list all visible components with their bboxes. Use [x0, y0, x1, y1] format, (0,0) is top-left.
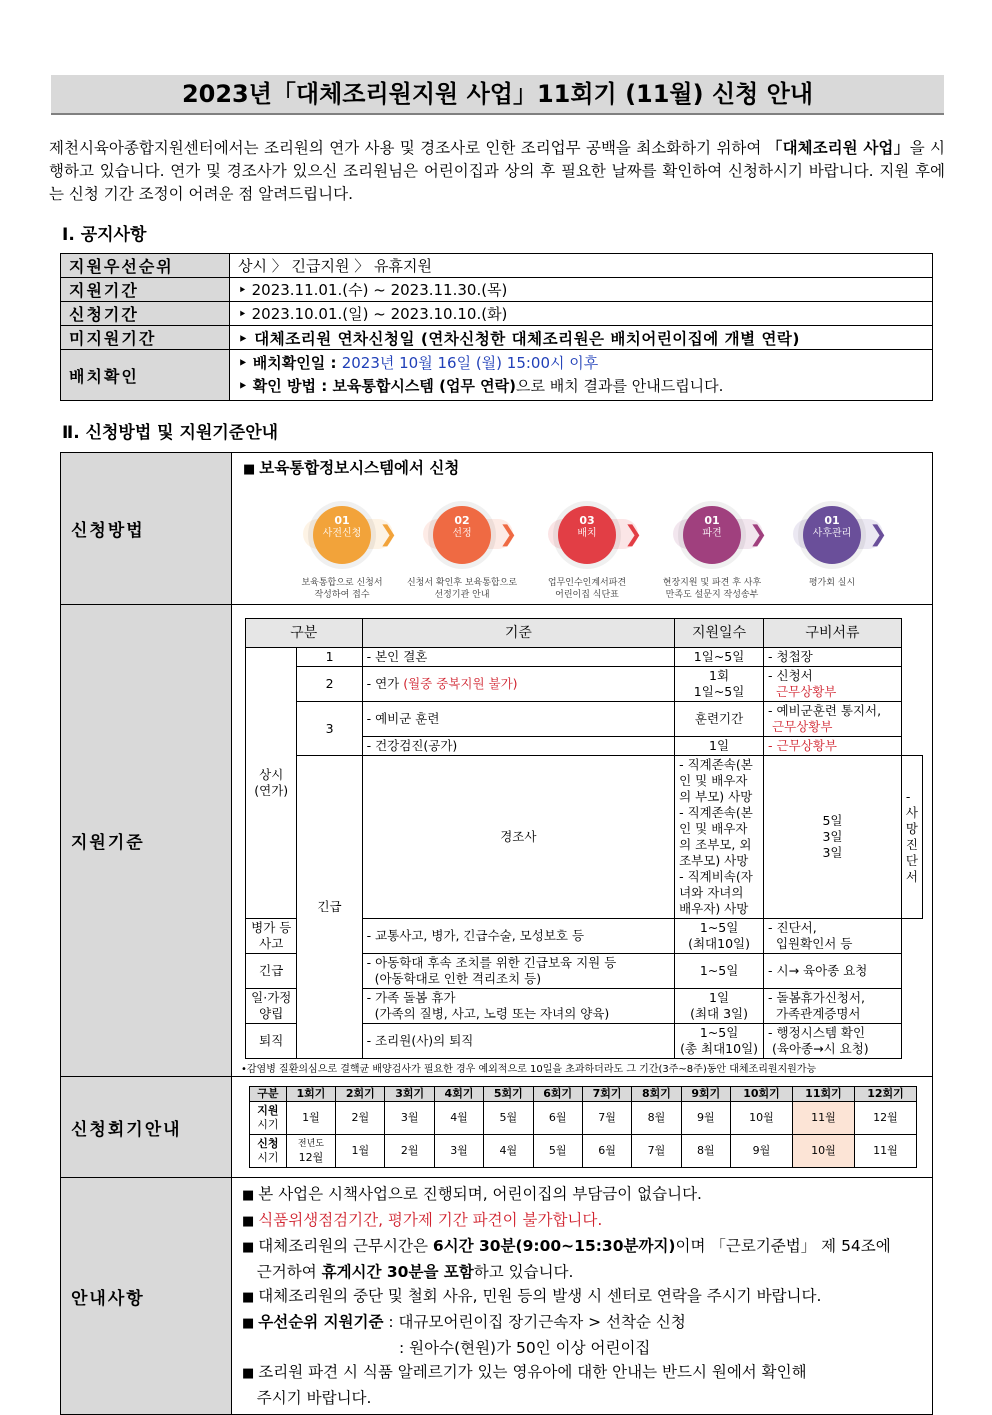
regular-sub-text: (연가)	[254, 783, 289, 798]
cat-line: 양립	[259, 1006, 284, 1021]
criteria-docs	[764, 702, 902, 737]
criteria-desc-warning: (월중 중복지원 불가)	[403, 676, 518, 691]
cat-line: 일·가정	[251, 990, 292, 1005]
step-name: 사전신청	[322, 528, 362, 539]
step-number: 01	[704, 514, 720, 527]
schedule-header-cell: 10회기	[730, 1087, 792, 1102]
support-month-cell: 4월	[434, 1102, 483, 1135]
chevron-right-icon: ❯	[749, 522, 768, 547]
criteria-desc: - 조리원(사)의 퇴직	[362, 1024, 674, 1059]
support-month-cell: 6월	[533, 1102, 582, 1135]
support-month-cell: 9월	[681, 1102, 730, 1135]
row-number: 2	[297, 667, 362, 702]
square-bullet-icon: ■	[242, 1214, 255, 1229]
square-bullet-icon: ■	[242, 1366, 255, 1381]
confirm-method-rest: 으로 배치 결과를 안내드립니다.	[515, 377, 724, 395]
process-step	[433, 506, 491, 564]
criteria-docs: - 청첩장	[764, 648, 902, 667]
caption-line: 신청서 확인후 보육통합으로	[406, 578, 518, 588]
chevron-right-icon: ❯	[379, 522, 398, 547]
desc-line: - 직계존속(본인 및 배우자의 조부모, 외조부모) 사망	[679, 805, 753, 868]
criteria-docs	[764, 989, 902, 1024]
guide-item	[242, 1208, 924, 1234]
docs-line-red: 근무상황부	[772, 719, 833, 734]
guide-text-bold: 6시간 30분(9:00~15:30분까지)	[432, 1237, 676, 1255]
square-bullet-icon: ■	[242, 1290, 255, 1305]
criteria-docs	[764, 1024, 902, 1059]
criteria-desc: - 교통사고, 병가, 긴급수술, 모성보호 등	[362, 919, 674, 954]
unsupported-period-label: 미지원기간	[61, 326, 230, 350]
guide-text-bold: 휴게시간 30분을 포함	[321, 1263, 474, 1281]
table-row	[246, 702, 923, 737]
label-line: 시기	[257, 1151, 279, 1164]
schedule-header-cell: 구분	[250, 1087, 287, 1102]
criteria-docs: - 근무상황부	[764, 737, 902, 756]
apply-month-cell: 6월	[582, 1135, 631, 1168]
row-number: 1	[297, 648, 362, 667]
step-number: 02	[454, 514, 470, 527]
support-month-cell: 1월	[286, 1102, 335, 1135]
days-line: 1~5일	[699, 920, 739, 935]
apply-month-cell: 5월	[533, 1135, 582, 1168]
criteria-days	[675, 919, 764, 954]
schedule-apply-row	[250, 1135, 917, 1168]
desc-line: - 아동학대 후속 조치를 위한 긴급보육 지원 등	[366, 955, 617, 970]
confirm-date-label: ‣ 배치확인일 :	[238, 354, 342, 372]
step-name: 배치	[577, 528, 597, 539]
criteria-days	[764, 756, 902, 919]
square-bullet-icon: ■	[243, 462, 256, 477]
guide-item	[242, 1284, 924, 1310]
criteria-cell	[232, 605, 933, 1077]
chevron-right-icon: ❯	[624, 522, 643, 547]
days-line: 5일	[822, 813, 843, 828]
criteria-days: 1~5일	[675, 954, 764, 989]
apply-month-cell: 9월	[730, 1135, 792, 1168]
schedule-header-cell: 4회기	[434, 1087, 483, 1102]
apply-month-cell: 10월	[792, 1135, 854, 1168]
apply-period-label: 신청기간	[61, 302, 230, 326]
caption-line: 선정기관 안내	[434, 590, 490, 600]
step-name: 사후관리	[812, 528, 852, 539]
header-category: 구분	[246, 619, 363, 648]
docs-line: - 예비군훈련 통지서,	[768, 703, 882, 718]
support-month-cell: 3월	[385, 1102, 434, 1135]
days-line: (최대10일)	[688, 936, 750, 951]
schedule-support-row	[250, 1102, 917, 1135]
intro-text-1: 제천시육아종합지원센터에서는 조리원의 연가 사용 및 경조사로 인한 조리업무 공백을 최소화하기 위하여	[49, 139, 762, 157]
guide-label: 안내사항	[61, 1178, 232, 1415]
row-number: 3	[297, 702, 362, 756]
label-line: 시기	[257, 1118, 279, 1131]
notice-table	[60, 253, 933, 401]
criteria-days: 훈련기간	[675, 702, 764, 737]
support-month-cell: 5월	[484, 1102, 533, 1135]
days-line: 3일	[822, 845, 843, 860]
table-row	[246, 756, 923, 919]
apply-month-cell: 7월	[632, 1135, 681, 1168]
process-step	[558, 506, 616, 564]
intro-bold: 「대체조리원 사업」	[766, 139, 910, 157]
guide-item	[242, 1234, 924, 1284]
support-month-cell: 10월	[730, 1102, 792, 1135]
schedule-cell	[232, 1077, 933, 1178]
days-line: 3일	[822, 829, 843, 844]
criteria-desc	[362, 667, 674, 702]
cell-line: 12월	[298, 1151, 324, 1164]
regular-category	[246, 648, 297, 919]
docs-line: - 신청서	[768, 668, 813, 683]
criteria-docs	[764, 667, 902, 702]
label-line: 지원	[257, 1104, 279, 1117]
criteria-desc: - 예비군 훈련	[362, 702, 674, 737]
docs-line: (육아종→시 요청)	[772, 1041, 869, 1056]
step-caption	[772, 577, 892, 589]
desc-line: (가족의 질병, 사고, 노령 또는 자녀의 양육)	[374, 1006, 610, 1021]
process-steps	[233, 478, 931, 603]
support-month-cell: 12월	[854, 1102, 916, 1135]
process-step	[683, 506, 741, 564]
unsupported-period-value: ‣ 대체조리원 연차신청일 (연차신청한 대체조리원은 배치어린이집에 개별 연락)	[230, 326, 933, 350]
caption-line: 업무인수인계서파견	[547, 578, 627, 588]
schedule-header-cell: 2회기	[336, 1087, 385, 1102]
criteria-days: 1일	[675, 737, 764, 756]
days-line: 1~5일	[699, 1025, 739, 1040]
confirm-method-label: ‣ 확인 방법 :	[238, 377, 333, 395]
cat-line: 병가 등	[251, 920, 292, 935]
schedule-header-cell: 11회기	[792, 1087, 854, 1102]
process-step	[313, 506, 371, 564]
criteria-desc-text: - 연가	[366, 676, 404, 691]
confirm-method-bold: 보육통합시스템 (업무 연락)	[332, 377, 516, 395]
chevron-right-icon: ❯	[499, 522, 518, 547]
desc-line: - 직계존속(본인 및 배우자의 부모) 사망	[679, 757, 753, 804]
guide-item	[242, 1310, 924, 1360]
desc-line: (아동학대로 인한 격리조치 등)	[374, 971, 542, 986]
docs-line: 입원확인서 등	[775, 936, 853, 951]
sub-category: 경조사	[362, 756, 674, 919]
method-criteria-table	[60, 452, 933, 1415]
placement-confirm-value	[230, 350, 933, 401]
criteria-docs: - 사망진단서	[901, 756, 922, 919]
guide-text: 근거하여	[256, 1263, 322, 1281]
schedule-header-cell: 7회기	[582, 1087, 631, 1102]
page-title: 2023년「대체조리원지원 사업」11회기 (11월) 신청 안내	[51, 75, 944, 115]
guide-text-red: 식품위생점검기간, 평가제 기간 파견이 불가합니다.	[258, 1211, 603, 1229]
step-number: 01	[824, 514, 840, 527]
support-month-cell: 7월	[582, 1102, 631, 1135]
apply-month-cell: 11월	[854, 1135, 916, 1168]
apply-month-cell: 8월	[681, 1135, 730, 1168]
schedule-table	[249, 1086, 917, 1168]
sub-category	[246, 919, 297, 954]
square-bullet-icon: ■	[242, 1316, 255, 1331]
criteria-docs: - 시→ 육아종 요청	[764, 954, 902, 989]
step-caption	[652, 577, 772, 601]
criteria-footnote: •감염병 질환의심으로 결핵균 배양검사가 필요한 경우 예외적으로 10일을 초과하더라도 그 기간(3주~8주)동안 대체조리원지원가능	[241, 1064, 817, 1075]
desc-line: - 가족 돌봄 휴가	[366, 990, 456, 1005]
label-line: 신청	[257, 1137, 279, 1150]
step-name: 파견	[702, 528, 722, 539]
method-heading-text: 보육통합정보시스템에서 신청	[259, 459, 460, 477]
docs-line: - 행정시스템 확인	[768, 1025, 866, 1040]
schedule-header-row	[250, 1087, 917, 1102]
step-number: 03	[579, 514, 595, 527]
docs-line: - 돌봄휴가신청서,	[768, 990, 866, 1005]
criteria-days: 1일~5일	[675, 648, 764, 667]
support-period-label: 지원기간	[61, 278, 230, 302]
days-line: 1일~5일	[693, 684, 745, 699]
apply-month-cell: 2월	[385, 1135, 434, 1168]
criteria-desc: - 건강검진(공가)	[362, 737, 674, 756]
criteria-desc: - 본인 결혼	[362, 648, 674, 667]
apply-month-cell: 3월	[434, 1135, 483, 1168]
guide-text-bold: 우선순위 지원기준	[258, 1313, 384, 1331]
guide-cell	[232, 1178, 933, 1415]
guide-text: 본 사업은 시책사업으로 진행되며, 어린이집의 부담금이 없습니다.	[258, 1185, 702, 1203]
schedule-header-cell: 8회기	[632, 1087, 681, 1102]
intro-paragraph	[49, 137, 945, 206]
sub-category: 긴급	[246, 954, 297, 989]
guide-text: : 대규모어린이집 장기근속자 > 선착순 신청	[383, 1313, 686, 1331]
step-caption	[527, 577, 647, 601]
apply-month-cell	[286, 1135, 335, 1168]
support-row-label	[250, 1102, 287, 1135]
criteria-days	[675, 667, 764, 702]
header-documents: 구비서류	[764, 619, 902, 648]
apply-row-label	[250, 1135, 287, 1168]
schedule-header-cell: 1회기	[286, 1087, 335, 1102]
criteria-desc	[675, 756, 764, 919]
cat-line: 사고	[259, 936, 284, 951]
placement-confirm-label: 배치확인	[61, 350, 230, 401]
table-row	[246, 648, 923, 667]
table-row	[246, 667, 923, 702]
desc-line: - 직계비속(자녀와 자녀의 배우자) 사망	[679, 869, 753, 916]
caption-line: 만족도 설문지 작성송부	[665, 590, 759, 600]
guide-text: 대체조리원의 근무시간은	[258, 1237, 433, 1255]
square-bullet-icon: ■	[242, 1240, 255, 1255]
caption-line: 현장지원 및 파견 후 사후	[662, 578, 762, 588]
section-notice-heading: Ⅰ. 공지사항	[62, 225, 147, 245]
schedule-header-cell: 9회기	[681, 1087, 730, 1102]
caption-line: 보육통합으로 신청서	[301, 578, 383, 588]
days-line: 1회	[709, 668, 730, 683]
caption-line: 작성하여 접수	[314, 590, 370, 600]
criteria-days	[675, 1024, 764, 1059]
criteria-days	[675, 989, 764, 1024]
schedule-header-cell: 12회기	[854, 1087, 916, 1102]
emergency-category: 긴급	[297, 756, 362, 1059]
header-criteria: 기준	[362, 619, 674, 648]
guide-item	[242, 1182, 924, 1208]
caption-line: 어린이집 식단표	[555, 590, 619, 600]
priority-value: 상시 〉 긴급지원 〉 유휴지원	[230, 254, 933, 278]
apply-month-cell: 4월	[484, 1135, 533, 1168]
days-line: (최대 3일)	[690, 1006, 749, 1021]
apply-month-cell: 1월	[336, 1135, 385, 1168]
sub-category: 퇴직	[246, 1024, 297, 1059]
priority-label: 지원우선순위	[61, 254, 230, 278]
chevron-right-icon: ❯	[869, 522, 888, 547]
criteria-table	[245, 618, 923, 1059]
criteria-label: 지원기준	[61, 605, 232, 1077]
confirm-date-value: 2023년 10월 16일 (월) 15:00시 이후	[341, 354, 599, 372]
docs-line: 가족관계증명서	[775, 1006, 861, 1021]
criteria-desc	[362, 954, 674, 989]
caption-line: 평가회 실시	[808, 578, 856, 588]
docs-line-red: 근무상황부	[775, 684, 837, 699]
schedule-label: 신청회기안내	[61, 1077, 232, 1178]
guide-text: : 원아수(현원)가 50인 이상 어린이집	[399, 1339, 651, 1357]
process-step	[803, 506, 861, 564]
days-line: (총 최대10일)	[680, 1041, 759, 1056]
regular-text: 상시	[259, 767, 284, 782]
guide-text: 조리원 파견 시 식품 알레르기가 있는 영유아에 대한 안내는 반드시 원에서 확인해	[258, 1363, 807, 1381]
method-cell	[232, 453, 933, 605]
guide-text: 하고 있습니다.	[473, 1263, 574, 1281]
criteria-desc	[362, 989, 674, 1024]
header-days: 지원일수	[675, 619, 764, 648]
support-period-value: ‣ 2023.11.01.(수) ~ 2023.11.30.(목)	[230, 278, 933, 302]
step-caption	[282, 577, 402, 601]
section-method-heading: Ⅱ. 신청방법 및 지원기준안내	[62, 423, 279, 443]
guide-text: 주시기 바랍니다.	[256, 1389, 372, 1407]
sub-category	[246, 989, 297, 1024]
guide-text: 이며 「근로기준법」 제 54조에	[675, 1237, 891, 1255]
method-label: 신청방법	[61, 453, 232, 605]
method-heading	[233, 454, 931, 478]
square-bullet-icon: ■	[242, 1188, 255, 1203]
cell-line: 전년도	[297, 1139, 324, 1149]
step-number: 01	[334, 514, 350, 527]
step-name: 선정	[452, 528, 472, 539]
docs-line: - 진단서,	[768, 920, 817, 935]
apply-period-value: ‣ 2023.10.01.(일) ~ 2023.10.10.(화)	[230, 302, 933, 326]
step-caption	[402, 577, 522, 601]
guide-text: 대체조리원의 중단 및 철회 사유, 민원 등의 발생 시 센터로 연락을 주시기 바랍니다.	[258, 1287, 822, 1305]
schedule-header-cell: 6회기	[533, 1087, 582, 1102]
days-line: 1일	[709, 990, 730, 1005]
intro-text-2: 을 시행하고 있습니다. 연가 및 경조사가 있으신 조리원님은 어린이집과 상의 후 필요한 날짜를 확인하여 신청하시기 바랍니다. 지원 후에는 신청 기간 조정이 어려운 점 알려드립니다.	[49, 139, 945, 203]
support-month-cell: 11월	[792, 1102, 854, 1135]
support-month-cell: 2월	[336, 1102, 385, 1135]
schedule-header-cell: 3회기	[385, 1087, 434, 1102]
support-month-cell: 8월	[632, 1102, 681, 1135]
schedule-header-cell: 5회기	[484, 1087, 533, 1102]
criteria-docs	[764, 919, 902, 954]
